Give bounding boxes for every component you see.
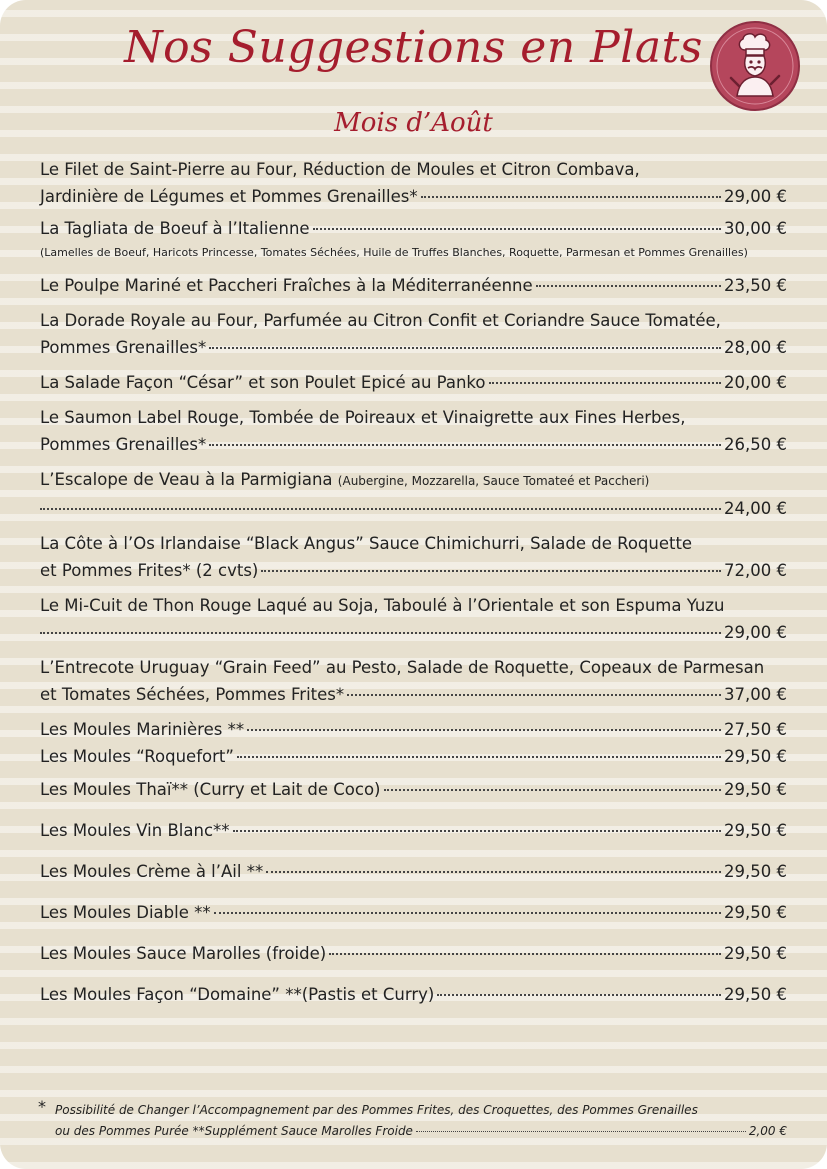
dish-name: Le Poulpe Mariné et Paccheri Fraîches à la Méditerranéenne [40, 276, 533, 295]
dish-name: Le Filet de Saint-Pierre au Four, Réduction de Moules et Citron Combava, [40, 160, 640, 179]
dot-leader [329, 953, 721, 955]
dish-name: L’Entrecote Uruguay “Grain Feed” au Pesto, Salade de Roquette, Copeaux de Parmesan [40, 658, 765, 677]
dot-leader [209, 347, 721, 349]
dish-name: Pommes Grenailles* [40, 435, 207, 454]
menu-item [40, 272, 787, 299]
dish-name: Les Moules Thaï** (Curry et Lait de Coco) [40, 780, 381, 799]
menu-item [40, 776, 787, 803]
dish-name: Les Moules Façon “Domaine” **(Pastis et Curry) [40, 985, 435, 1004]
dish-name: Le Mi-Cuit de Thon Rouge Laqué au Soja, Taboulé à l’Orientale et son Espuma Yuzu [40, 596, 725, 615]
dish-note: (Aubergine, Mozzarella, Sauce Tomateé et Paccheri) [337, 474, 650, 488]
dish-price: 29,00 € [724, 187, 787, 206]
footnote-line-1: Possibilité de Changer l’Accompagnement par des Pommes Frites, des Croquettes, des Pommes Grenailles [55, 1103, 698, 1117]
menu-item [40, 899, 787, 926]
dish-name: L’Escalope de Veau à la Parmigiana [40, 470, 333, 489]
dot-leader [261, 570, 721, 572]
dish-price: 29,50 € [724, 944, 787, 963]
dish-name: Les Moules “Roquefort” [40, 747, 234, 766]
footnote-text: ou des Pommes Purée **Supplément Sauce Marolles Froide [55, 1124, 413, 1138]
dish-name: Les Moules Diable ** [40, 903, 211, 922]
dot-leader [40, 632, 721, 634]
dish-price: 29,50 € [724, 903, 787, 922]
dish-price: 72,00 € [724, 561, 787, 580]
menu-item [40, 858, 787, 885]
dish-price: 30,00 € [724, 219, 787, 238]
dish-price: 20,00 € [724, 373, 787, 392]
dish-price: 29,50 € [724, 985, 787, 1004]
menu-item [40, 654, 787, 708]
dot-leader [266, 871, 721, 873]
dot-leader [437, 994, 721, 996]
footnote-line-2 [55, 1121, 787, 1142]
dish-price: 37,00 € [724, 685, 787, 704]
dish-price: 29,50 € [724, 780, 787, 799]
dish-name: La Salade Façon “César” et son Poulet Epicé au Panko [40, 373, 486, 392]
page-subtitle: Mois d’Août [334, 108, 493, 138]
dot-leader [233, 830, 721, 832]
dish-description: (Lamelles de Boeuf, Haricots Princesse, Tomates Séchées, Huile de Truffes Blanches, Roquette, Parmesan et Pommes Grenailles) [40, 246, 748, 259]
dot-leader [421, 196, 721, 198]
dot-leader [40, 508, 721, 510]
dish-price: 29,00 € [724, 623, 787, 642]
dish-price: 24,00 € [724, 499, 787, 518]
dot-leader [237, 756, 721, 758]
footnote-star: * [38, 1097, 46, 1116]
menu-item [40, 592, 787, 646]
menu-item [40, 716, 787, 743]
dish-name: La Tagliata de Boeuf à l’Italienne [40, 219, 310, 238]
dish-name: La Dorade Royale au Four, Parfumée au Citron Confit et Coriandre Sauce Tomatée, [40, 311, 721, 330]
menu-list [40, 156, 787, 1022]
menu-item [40, 530, 787, 584]
page-title: Nos Suggestions en Plats [124, 22, 703, 73]
dish-price: 29,50 € [724, 821, 787, 840]
menu-item [40, 817, 787, 844]
dot-leader [247, 729, 721, 731]
dot-leader [489, 382, 722, 384]
dish-name: et Pommes Frites* (2 cvts) [40, 561, 259, 580]
dish-price: 29,50 € [724, 862, 787, 881]
dish-price: 27,50 € [724, 720, 787, 739]
dot-leader [347, 694, 721, 696]
dish-price: 26,50 € [724, 435, 787, 454]
menu-item [40, 940, 787, 967]
dish-name: Pommes Grenailles* [40, 338, 207, 357]
chef-icon [709, 20, 801, 112]
menu-item [40, 743, 787, 770]
dish-name: Les Moules Crème à l’Ail ** [40, 862, 264, 881]
menu-item [40, 369, 787, 396]
footnote-price: 2,00 € [748, 1124, 787, 1138]
dish-price: 29,50 € [724, 747, 787, 766]
dish-name: Jardinière de Légumes et Pommes Grenailles* [40, 187, 418, 206]
menu-item [40, 307, 787, 361]
dish-name: Les Moules Vin Blanc** [40, 821, 230, 840]
menu-item [40, 215, 787, 264]
footnote [38, 1097, 787, 1142]
dish-name: et Tomates Séchées, Pommes Frites* [40, 685, 345, 704]
menu-item [40, 981, 787, 1008]
dot-leader [384, 789, 722, 791]
dot-leader [536, 285, 721, 287]
dish-name: Le Saumon Label Rouge, Tombée de Poireaux et Vinaigrette aux Fines Herbes, [40, 408, 686, 427]
dish-price: 28,00 € [724, 338, 787, 357]
menu-item [40, 466, 787, 522]
dish-name: Les Moules Marinières ** [40, 720, 245, 739]
dot-leader [214, 912, 721, 914]
dot-leader [313, 228, 721, 230]
menu-item [40, 156, 787, 210]
dot-leader [209, 444, 721, 446]
dot-leader [416, 1131, 746, 1132]
menu-item [40, 404, 787, 458]
dish-name: La Côte à l’Os Irlandaise “Black Angus” Sauce Chimichurri, Salade de Roquette [40, 534, 693, 553]
dish-price: 23,50 € [724, 276, 787, 295]
dish-name: Les Moules Sauce Marolles (froide) [40, 944, 327, 963]
